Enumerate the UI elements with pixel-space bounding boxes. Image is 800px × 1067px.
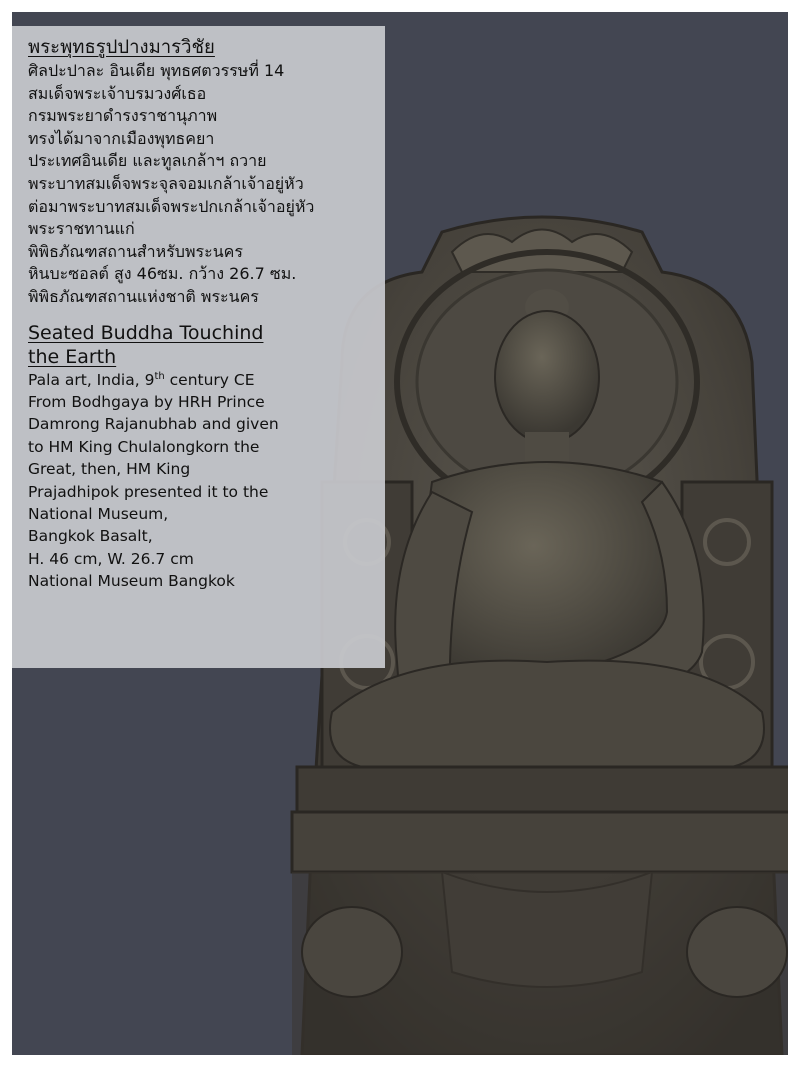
english-title [28,321,278,369]
thai-line: สมเด็จพระเจ้าบรมวงศ์เธอ [28,83,207,103]
english-line: H. 46 cm, W. 26.7 cm [28,549,194,568]
english-line: From Bodhgaya by HRH Prince [28,392,265,411]
english-line: Damrong Rajanubhab and given [28,415,279,434]
english-line: Prajadhipok presented it to the [28,482,269,501]
thai-line: พระราชทานแก่ [28,219,135,239]
period-text: Pala art, India, 9 [28,370,155,389]
period-text-end: century CE [164,370,255,389]
thai-title: พระพุทธรูปปางมารวิชัย [28,37,215,58]
thai-line: พิพิธภัณฑสถานแห่งชาติ พระนคร [28,286,259,306]
english-line: National Museum, [28,504,169,523]
english-line: National Museum Bangkok [28,572,235,591]
thai-line: พิพิธภัณฑสถานสำหรับพระนคร [28,241,243,261]
thai-line: หินบะซอลต์ สูง 46ซม. กว้าง 26.7 ซม. [28,264,297,284]
thai-line: ต่อมาพระบาทสมเด็จพระปกเกล้าเจ้าอยู่หัว [28,196,315,216]
thai-line: ศิลปะปาละ อินเดีย พุทธศตวรรษที่ 14 [28,61,285,80]
english-line: Bangkok Basalt, [28,527,153,546]
thai-line: ทรงได้มาจากเมืองพุทธคยา [28,128,215,148]
poster-frame [12,12,788,1055]
ordinal-suffix: th [154,370,165,382]
english-line: Great, then, HM King [28,460,191,479]
thai-line: พระบาทสมเด็จพระจุลจอมเกล้าเจ้าอยู่หัว [28,173,304,193]
thai-line: ประเทศอินเดีย และทูลเกล้าฯ ถวาย [28,151,267,171]
english-line-period [28,369,371,391]
thai-line: กรมพระยาดำรงราชานุภาพ [28,106,218,126]
caption-panel [12,26,385,668]
english-line: to HM King Chulalongkorn the [28,437,260,456]
english-title-text: Seated Buddha Touchind the Earth [28,321,264,368]
